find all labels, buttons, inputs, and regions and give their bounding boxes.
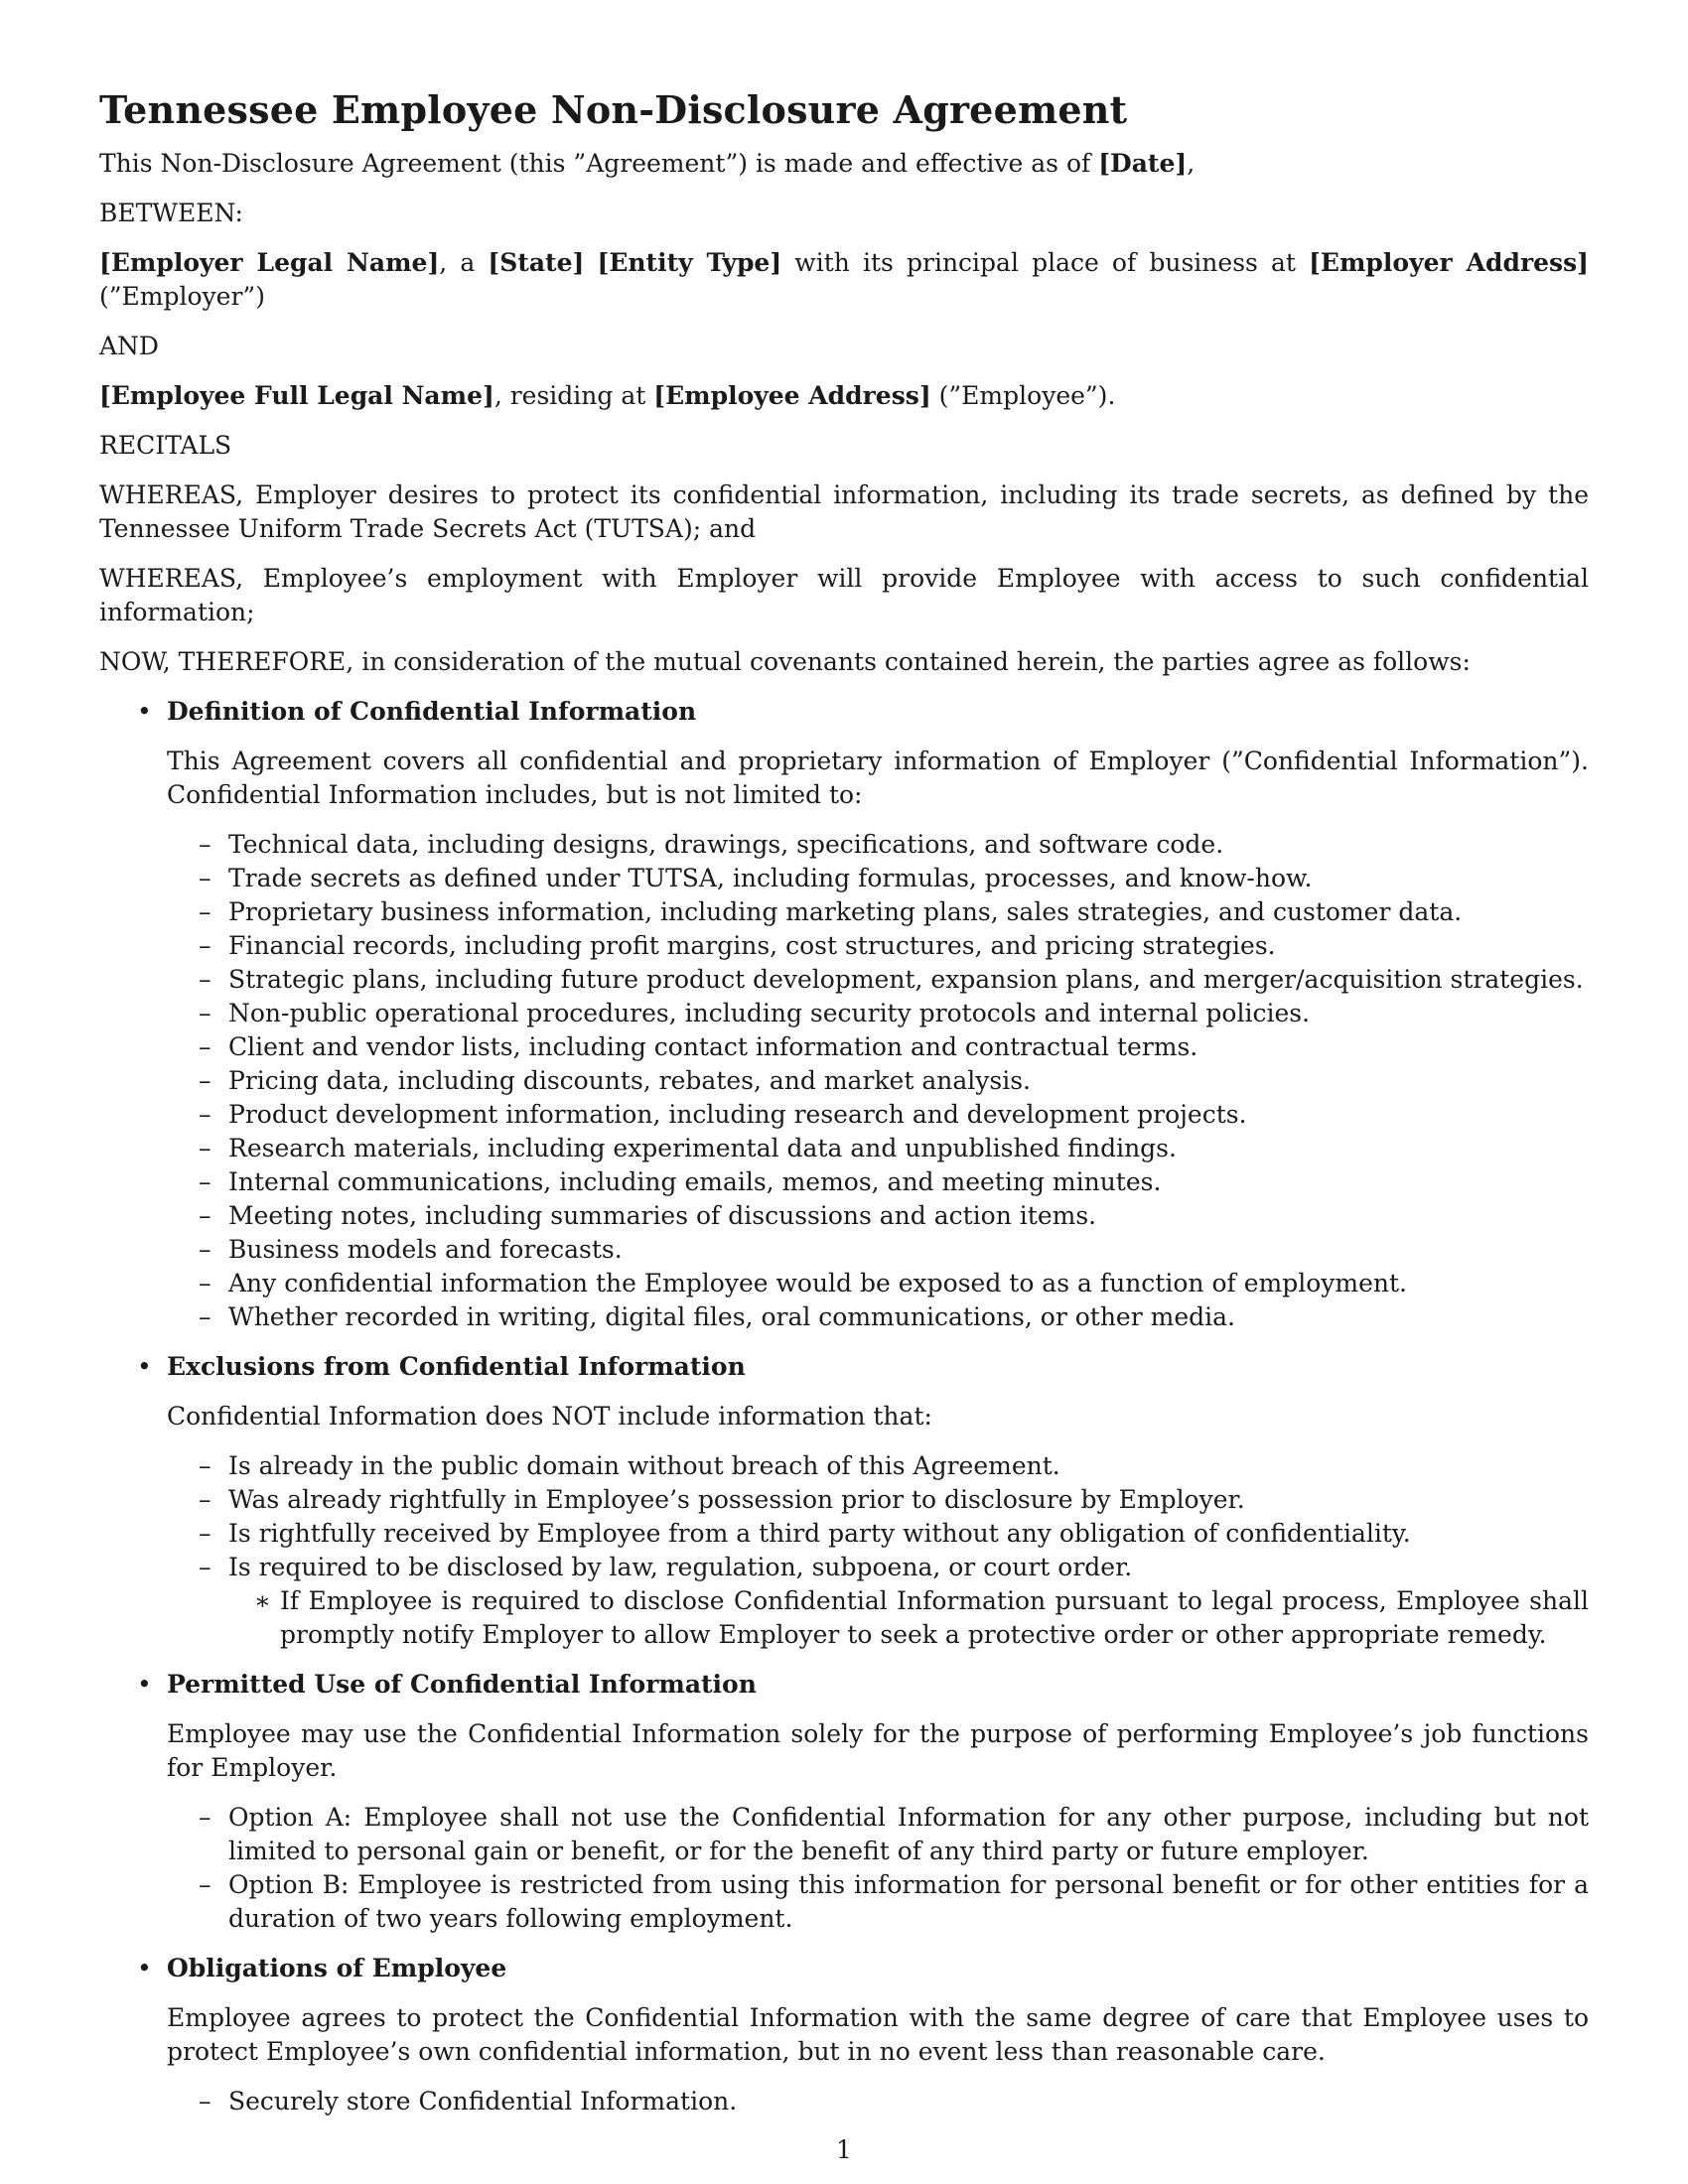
list-item [167,2085,1589,2118]
list-item-text: Strategic plans, including future product development, expansion plans, and merger/acquisition strategies. [228,965,1584,994]
list-item-text: Is required to be disclosed by law, regulation, subpoena, or court order. [228,1553,1133,1581]
employer-text: with its principal place of business at [781,248,1310,277]
list-item-text: Client and vendor lists, including contact information and contractual terms. [228,1032,1198,1061]
section-heading: Permitted Use of Confidential Information [167,1670,757,1699]
section-items [167,1449,1589,1652]
section-body: Employee agrees to protect the Confidential Information with the same degree of care that Employee uses to protect Employee’s own confidential information, but in no event less than reasonable care. [167,2003,1589,2066]
employer-text: (”Employer”) [99,282,265,311]
dash-icon: – [199,2087,211,2116]
dash-icon: – [199,1553,211,1581]
list-item [167,1132,1589,1165]
and-label: AND [99,332,159,360]
list-item [167,1165,1589,1199]
section-items [167,2085,1589,2118]
list-item-text: Technical data, including designs, drawings, specifications, and software code. [228,830,1224,859]
dash-icon: – [199,1485,211,1514]
section-body: This Agreement covers all confidential and proprietary information of Employer (”Confidential Information”). Confidential Information includes, but is not limited to: [167,747,1589,809]
list-item [167,1449,1589,1483]
section-permitted-use [99,1668,1589,1936]
list-item-text: Is rightfully received by Employee from a third party without any obligation of confidentiality. [228,1519,1411,1548]
employee-paragraph [99,379,1589,413]
dash-icon: – [199,830,211,859]
list-item [167,1098,1589,1132]
list-item-text: Pricing data, including discounts, rebates, and market analysis. [228,1066,1031,1095]
section-body: Confidential Information does NOT include information that: [167,1402,932,1431]
list-item [167,1064,1589,1098]
section-items [167,828,1589,1334]
dash-icon: – [199,931,211,960]
list-item [167,1199,1589,1233]
employer-entity-field: [Entity Type] [597,248,782,277]
list-item [167,1030,1589,1064]
list-item [167,1551,1589,1652]
sub-list-item [228,1584,1589,1652]
employer-state-field: [State] [488,248,585,277]
list-item-text: Option B: Employee is restricted from using this information for personal benefit or for other entities for a duration of two years following employment. [228,1870,1589,1933]
dash-icon: – [199,1302,211,1331]
employee-text: (”Employee”). [930,381,1116,410]
dash-icon: – [199,1100,211,1129]
list-item-text: Financial records, including profit margins, cost structures, and pricing strategies. [228,931,1276,960]
dash-icon: – [199,1269,211,1297]
list-item-text: Research materials, including experimental data and unpublished findings. [228,1134,1177,1162]
list-item [167,1868,1589,1936]
dash-icon: – [199,1803,211,1832]
intro-end: , [1187,149,1196,178]
between-label: BETWEEN: [99,199,243,227]
dash-icon: – [199,1870,211,1899]
employer-text: , a [439,248,489,277]
list-item [167,929,1589,963]
list-item-text: Option A: Employee shall not use the Confidential Information for any other purpose, including but not limited to personal gain or benefit, or for the benefit of any third party or future employer. [228,1803,1589,1865]
page-number: 1 [836,2135,852,2164]
document-page [99,87,1589,2134]
section-heading: Exclusions from Confidential Information [167,1352,746,1381]
bullet-icon: • [137,697,152,726]
section-heading: Obligations of Employee [167,1954,507,1982]
section-obligations [99,1952,1589,2118]
intro-paragraph [99,147,1589,181]
sub-list-item-text: If Employee is required to disclose Confidential Information pursuant to legal process, Employee shall promptly notify Employer to allow Employer to seek a protective order or other appropriate remedy. [280,1586,1589,1649]
list-item [167,1801,1589,1868]
list-item-text: Securely store Confidential Information. [228,2087,738,2116]
employee-name-field: [Employee Full Legal Name] [99,381,494,410]
document-title: Tennessee Employee Non-Disclosure Agreement [99,87,1128,132]
employer-address-field: [Employer Address] [1309,248,1589,277]
list-item-text: Any confidential information the Employee would be exposed to as a function of employment. [228,1269,1407,1297]
bullet-icon: • [137,1954,152,1982]
employer-paragraph [99,246,1589,314]
employee-address-field: [Employee Address] [653,381,931,410]
list-item-text: Whether recorded in writing, digital files, oral communications, or other media. [228,1302,1235,1331]
employee-text: , residing at [493,381,654,410]
dash-icon: – [199,1066,211,1095]
employer-name-field: [Employer Legal Name] [99,248,440,277]
list-item [167,895,1589,929]
sections-list [99,695,1589,2118]
dash-icon: – [199,1032,211,1061]
bullet-icon: • [137,1670,152,1699]
section-definition [99,695,1589,1334]
list-item-text: Meeting notes, including summaries of discussions and action items. [228,1201,1097,1230]
asterisk-icon: ∗ [254,1586,271,1615]
employer-text [584,248,597,277]
recitals-label: RECITALS [99,431,232,460]
list-item [167,1233,1589,1267]
dash-icon: – [199,864,211,892]
list-item-text: Business models and forecasts. [228,1235,623,1264]
list-item [167,1267,1589,1300]
whereas-paragraph-1: WHEREAS, Employer desires to protect its confidential information, including its trade secrets, as defined by the Tennessee Uniform Trade Secrets Act (TUTSA); and [99,480,1589,543]
list-item [167,963,1589,997]
section-items [167,1801,1589,1936]
dash-icon: – [199,1201,211,1230]
list-item-text: Trade secrets as defined under TUTSA, including formulas, processes, and know-how. [228,864,1313,892]
dash-icon: – [199,1451,211,1480]
dash-icon: – [199,1519,211,1548]
intro-text: This Non-Disclosure Agreement (this ”Agreement”) is made and effective as of [99,149,1099,178]
section-body: Employee may use the Confidential Information solely for the purpose of performing Employee’s job functions for Employer. [167,1719,1589,1782]
dash-icon: – [199,897,211,926]
list-item-text: Was already rightfully in Employee’s possession prior to disclosure by Employer. [228,1485,1245,1514]
list-item [167,828,1589,862]
dash-icon: – [199,1235,211,1264]
list-item [167,1517,1589,1551]
dash-icon: – [199,965,211,994]
dash-icon: – [199,1167,211,1196]
list-item [167,1483,1589,1517]
section-heading: Definition of Confidential Information [167,697,697,726]
dash-icon: – [199,999,211,1027]
sub-items [228,1584,1589,1652]
whereas-paragraph-2: WHEREAS, Employee’s employment with Employer will provide Employee with access to such confidential information; [99,564,1589,626]
list-item-text: Product development information, including research and development projects. [228,1100,1247,1129]
date-field: [Date] [1098,149,1188,178]
dash-icon: – [199,1134,211,1162]
section-exclusions [99,1350,1589,1652]
list-item [167,862,1589,895]
bullet-icon: • [137,1352,152,1381]
list-item-text: Non-public operational procedures, including security protocols and internal policies. [228,999,1311,1027]
now-therefore-paragraph: NOW, THEREFORE, in consideration of the mutual covenants contained herein, the parties agree as follows: [99,647,1471,676]
list-item-text: Is already in the public domain without breach of this Agreement. [228,1451,1060,1480]
list-item-text: Internal communications, including emails, memos, and meeting minutes. [228,1167,1162,1196]
list-item [167,1300,1589,1334]
list-item-text: Proprietary business information, including marketing plans, sales strategies, and customer data. [228,897,1463,926]
list-item [167,997,1589,1030]
